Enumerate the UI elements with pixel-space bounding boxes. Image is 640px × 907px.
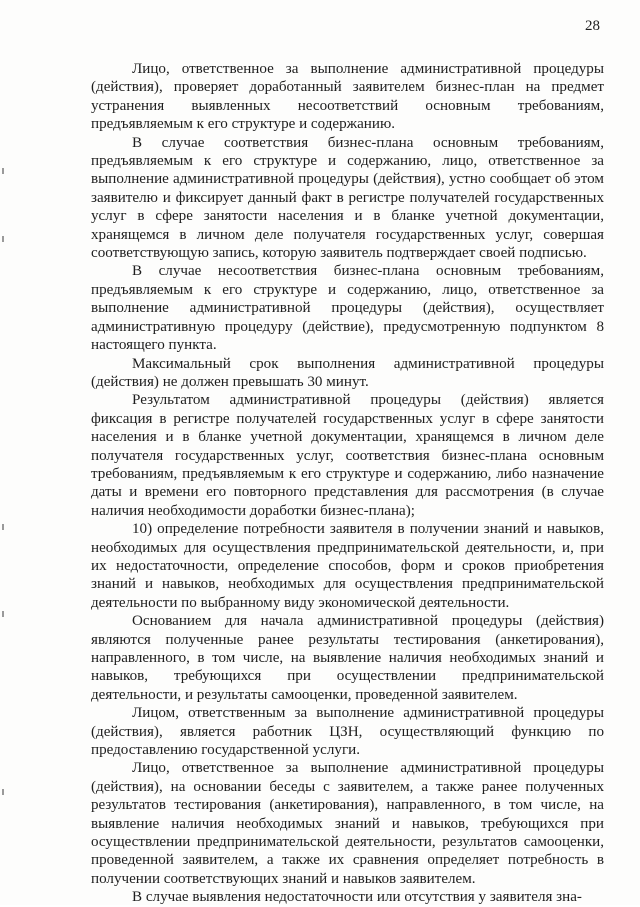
body-text xyxy=(91,60,604,907)
page-number: 28 xyxy=(585,18,600,34)
margin-mark xyxy=(2,524,4,530)
margin-mark xyxy=(2,236,4,242)
paragraph: В случае выявления недостаточности или отсутствия у заявителя зна- xyxy=(132,889,582,906)
paragraph: Результатом административной процедуры (действия) является фиксация в регистре получателей государственных услуг в сфере занятости населения и в бланке учетной документации, хранящемся в личном деле получателя государственных услуг, соответствия бизнес-плана основным требованиям, предъявляемым к его структуре и содержанию, либо назначение даты и времени его повторного представления для рассмотрения (в случае наличия необходимости доработки бизнес-плана); xyxy=(91,392,604,519)
paragraph: Основанием для начала административной процедуры (действия) являются полученные ранее результаты тестирования (анкетирования), направленного, в том числе, на выявление наличия необходимых знаний и навыков, требующихся при осуществлении предпринимательской деятельности, и результаты самооценки, проведенной заявителем. xyxy=(91,613,604,703)
paragraph: Максимальный срок выполнения административной процедуры (действия) не должен превышать 30 минут. xyxy=(91,355,604,390)
paragraph: В случае соответствия бизнес-плана основным требованиям, предъявляемым к его структуре и содержанию, лицо, ответственное за выполнение административной процедуры (действия), устно сообщает об этом заявителю и фиксирует данный факт в регистре получателей государственных услуг в сфере занятости населения и в бланке учетной документации, хранящемся в личном деле получателя государственных услуг, совершая соответствующую запись, которую заявитель подтверждает своей подписью. xyxy=(91,134,604,262)
paragraph: Лицо, ответственное за выполнение административной процедуры (действия), на основании беседы с заявителем, а также ранее полученных результатов тестирования (анкетирования), направленного, в том числе, на выявление наличия необходимых знаний и навыков, требующихся при осуществлении предпринимательской деятельности, результатов самооценки, проведенной заявителем, а также их сравнения определяет потребность в получении соответствующих знаний и навыков заявителем. xyxy=(91,760,604,887)
margin-mark xyxy=(2,789,4,795)
margin-mark xyxy=(2,168,4,174)
paragraph: Лицо, ответственное за выполнение административной процедуры (действия), проверяет доработанный заявителем бизнес-план на предмет устранения выявленных несоответствий основным требованиям, предъявляемым к его структуре и содержанию. xyxy=(91,61,604,133)
paragraph: В случае несоответствия бизнес-плана основным требованиям, предъявляемым к его структуре и содержанию, лицо, ответственное за выполнение административной процедуры (действия), осуществляет административную процедуру (действие), предусмотренную подпунктом 8 настоящего пункта. xyxy=(91,263,604,354)
margin-mark xyxy=(2,611,4,617)
paragraph: 10) определение потребности заявителя в получении знаний и навыков, необходимых для осуществления предпринимательской деятельности, и, при их недостаточности, определение способов, форм и сроков приобретения знаний и навыков, необходимых для осуществления предпринимательской деятельности по выбранному виду экономической деятельности. xyxy=(91,521,604,611)
paragraph: Лицом, ответственным за выполнение административной процедуры (действия), является работник ЦЗН, осуществляющий функцию по предоставлению государственной услуги. xyxy=(91,705,604,759)
